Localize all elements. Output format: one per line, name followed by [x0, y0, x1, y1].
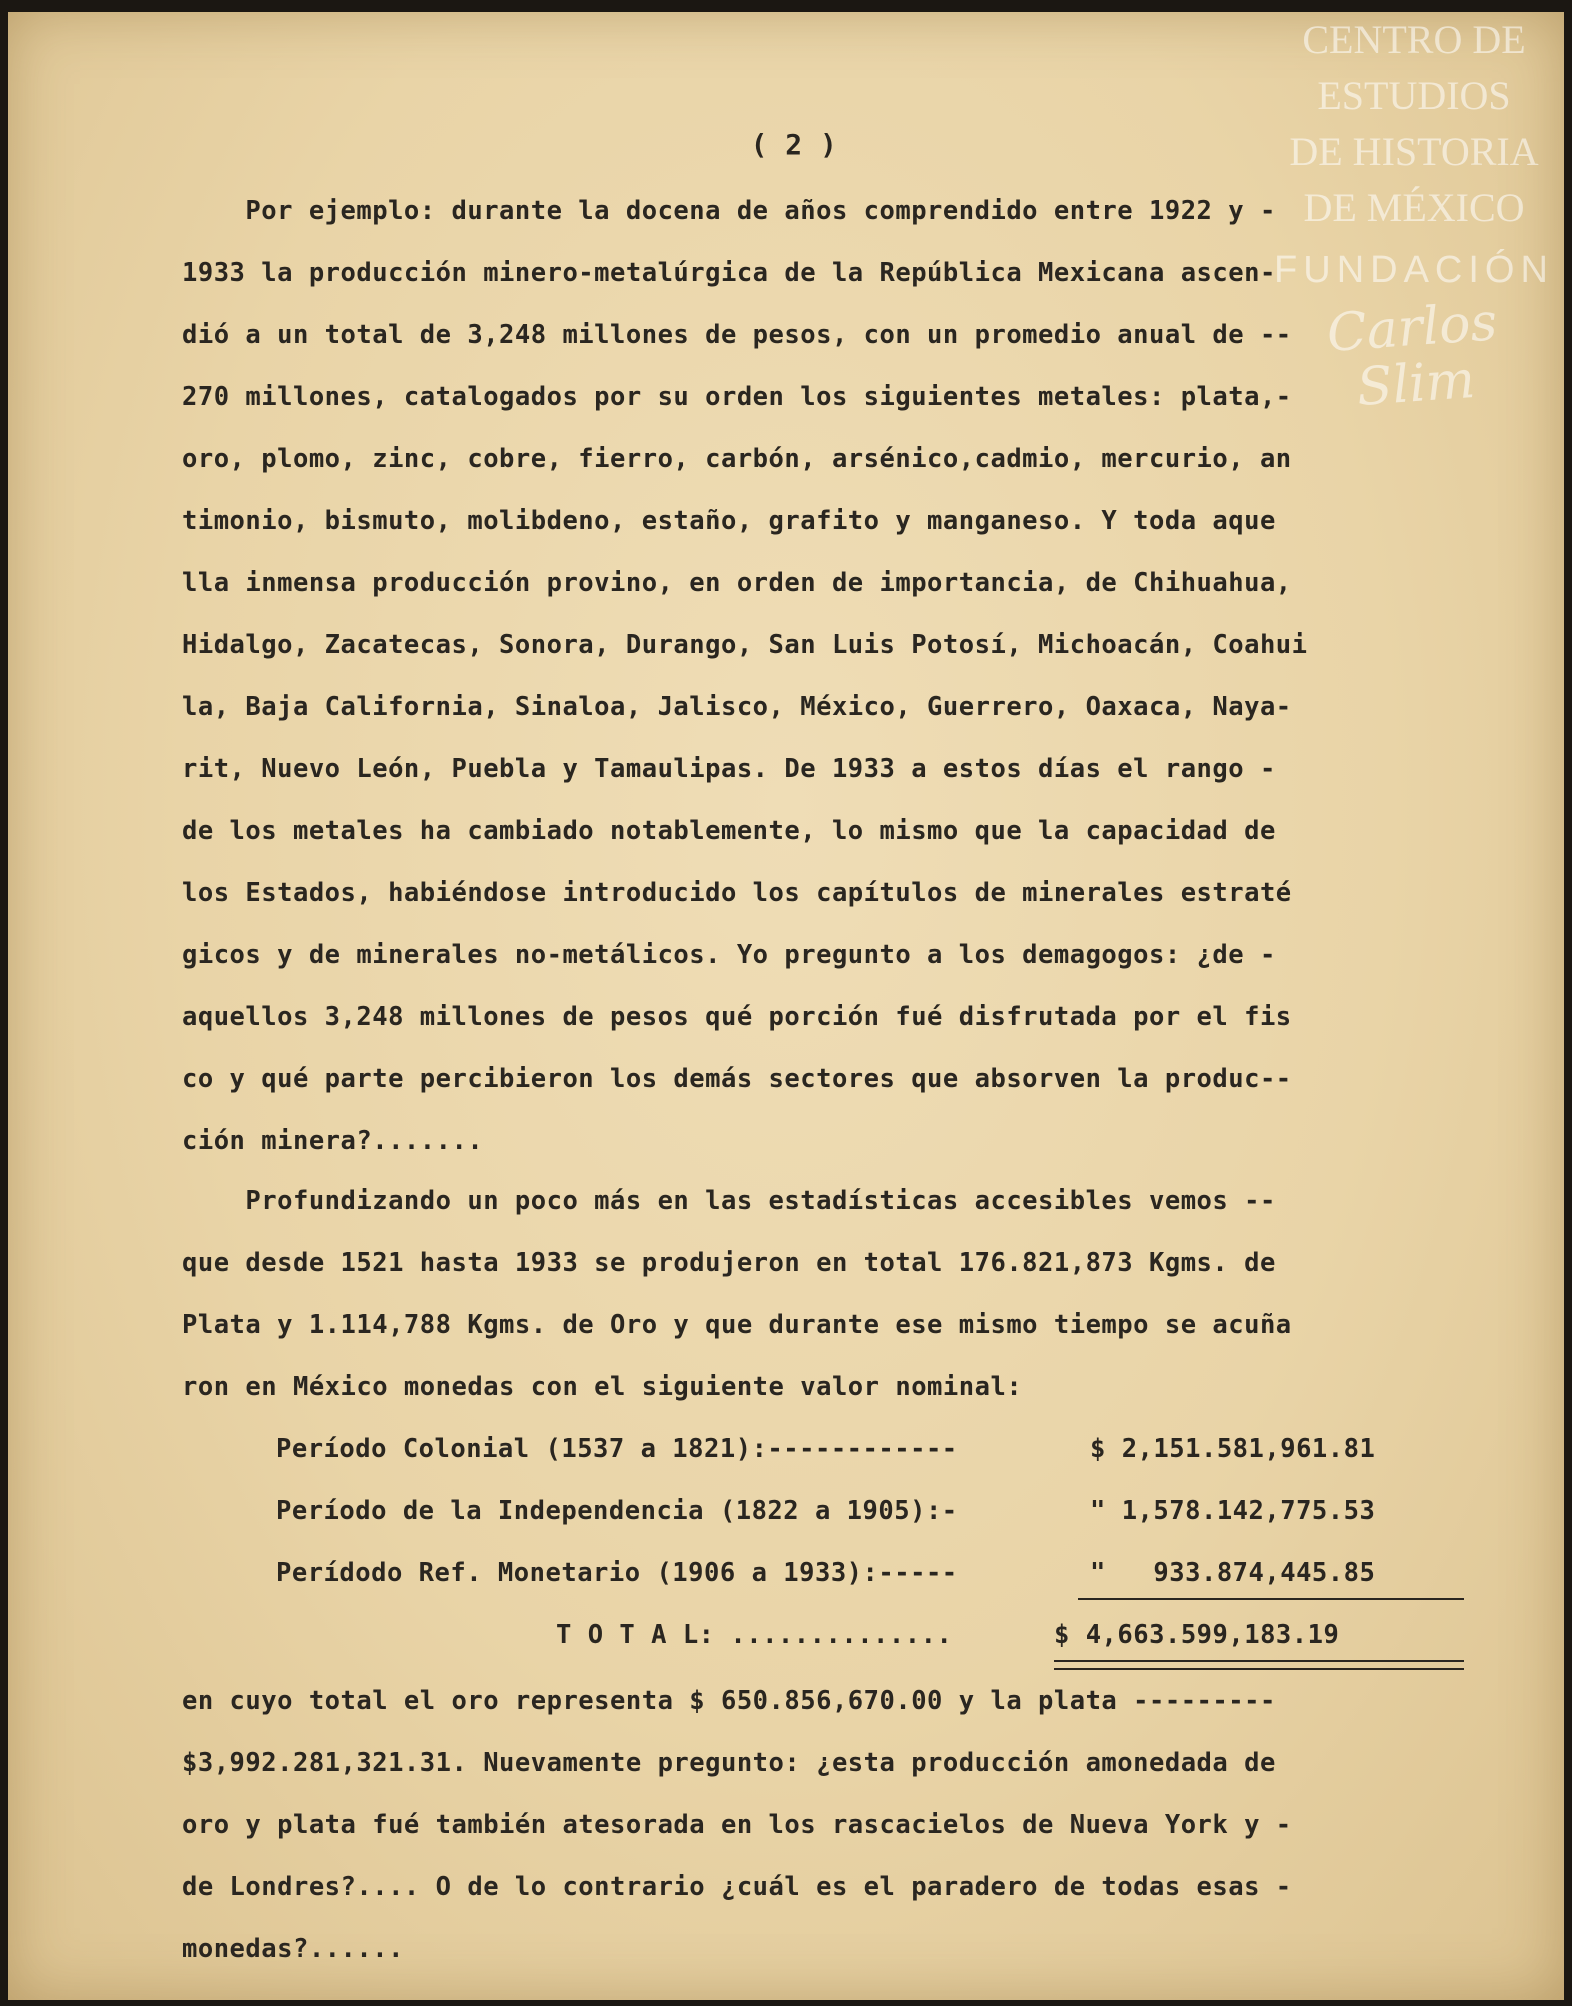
watermark-line: ESTUDIOS — [1317, 73, 1511, 118]
text-line: Hidalgo, Zacatecas, Sonora, Durango, San Luis Potosí, Michoacán, Coahui — [182, 630, 1308, 660]
text-line: de Londres?.... O de lo contrario ¿cuál es el paradero de todas esas - — [182, 1872, 1292, 1902]
signature-logo: Carlos Slim — [1325, 292, 1500, 418]
watermark-line: DE HISTORIA — [1289, 129, 1539, 174]
total-rule-2 — [1054, 1668, 1464, 1670]
text-line: co y qué parte percibieron los demás sectores que absorven la produc-- — [182, 1064, 1292, 1094]
text-line: oro y plata fué también atesorada en los rascacielos de Nueva York y - — [182, 1810, 1292, 1840]
text-line: $3,992.281,321.31. Nuevamente pregunto: ¿esta producción amonedada de — [182, 1748, 1276, 1778]
document-page — [8, 12, 1564, 2000]
text-line: en cuyo total el oro representa $ 650.856,670.00 y la plata --------- — [182, 1686, 1276, 1716]
watermark-org: FUNDACIÓN — [1274, 249, 1554, 291]
total-amount: $ 4,663.599,183.19 — [1054, 1620, 1340, 1650]
text-line: 1933 la producción minero-metalúrgica de la República Mexicana ascen- — [182, 258, 1276, 288]
text-line: 270 millones, catalogados por su orden los siguientes metales: plata,- — [182, 382, 1292, 412]
table-row-amount: $ 2,151.581,961.81 — [1090, 1434, 1376, 1464]
table-row-amount: " 933.874,445.85 — [1090, 1558, 1376, 1588]
table-row-label: Período de la Independencia (1822 a 1905):- — [276, 1496, 958, 1526]
text-line: los Estados, habiéndose introducido los capítulos de minerales estraté — [182, 878, 1292, 908]
text-line: lla inmensa producción provino, en orden de importancia, de Chihuahua, — [182, 568, 1292, 598]
page-number: ( 2 ) — [750, 128, 838, 161]
subtotal-rule — [1078, 1598, 1464, 1600]
table-row-amount: " 1,578.142,775.53 — [1090, 1496, 1376, 1526]
text-line: gicos y de minerales no-metálicos. Yo pregunto a los demagogos: ¿de - — [182, 940, 1276, 970]
text-line: aquellos 3,248 millones de pesos qué porción fué disfrutada por el fis — [182, 1002, 1292, 1032]
text-line: ción minera?....... — [182, 1126, 484, 1156]
text-line: Por ejemplo: durante la docena de años comprendido entre 1922 y - — [182, 196, 1276, 226]
text-line: monedas?...... — [182, 1934, 404, 1964]
text-line: Plata y 1.114,788 Kgms. de Oro y que durante ese mismo tiempo se acuña — [182, 1310, 1292, 1340]
text-line: de los metales ha cambiado notablemente, lo mismo que la capacidad de — [182, 816, 1276, 846]
archive-watermark — [1264, 12, 1564, 418]
watermark-line: CENTRO DE — [1302, 17, 1526, 62]
text-line: Profundizando un poco más en las estadísticas accesibles vemos -- — [182, 1186, 1276, 1216]
text-line: que desde 1521 hasta 1933 se produjeron en total 176.821,873 Kgms. de — [182, 1248, 1276, 1278]
watermark-line: DE MÉXICO — [1303, 185, 1525, 230]
text-line: ron en México monedas con el siguiente valor nominal: — [182, 1372, 1023, 1402]
total-label: T O T A L: .............. — [556, 1620, 953, 1650]
text-line: timonio, bismuto, molibdeno, estaño, grafito y manganeso. Y toda aque — [182, 506, 1276, 536]
text-line: la, Baja California, Sinaloa, Jalisco, México, Guerrero, Oaxaca, Naya- — [182, 692, 1292, 722]
text-line: dió a un total de 3,248 millones de pesos, con un promedio anual de -- — [182, 320, 1292, 350]
total-rule-1 — [1054, 1660, 1464, 1662]
text-line: oro, plomo, zinc, cobre, fierro, carbón, arsénico,cadmio, mercurio, an — [182, 444, 1292, 474]
table-row-label: Período Colonial (1537 a 1821):------------ — [276, 1434, 958, 1464]
text-line: rit, Nuevo León, Puebla y Tamaulipas. De 1933 a estos días el rango - — [182, 754, 1276, 784]
table-row-label: Perídodo Ref. Monetario (1906 a 1933):----- — [276, 1558, 958, 1588]
